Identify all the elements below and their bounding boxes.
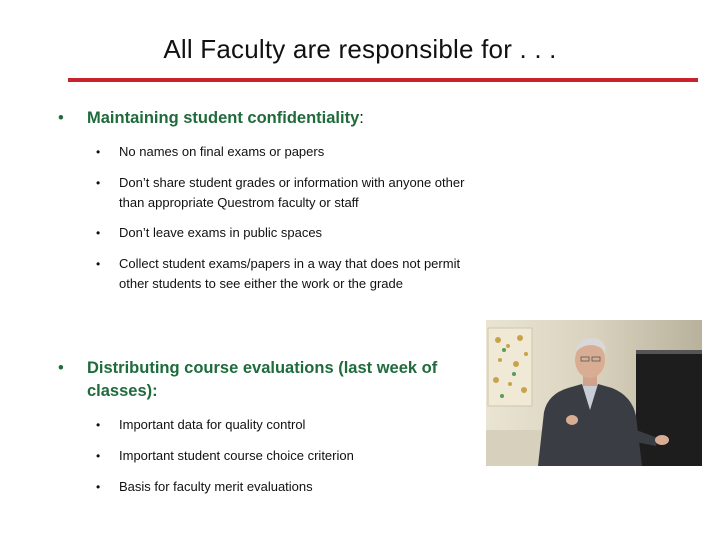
bullet: •	[96, 257, 101, 271]
list-item-text: Don’t leave exams in public spaces	[119, 225, 323, 240]
list-item-text: Important data for quality control	[119, 417, 306, 432]
list-item-text: Don’t share student grades or information with anyone other than appropriate Questrom faculty or staff	[119, 175, 465, 210]
bullet: •	[96, 176, 101, 190]
list-item-text: Basis for faculty merit evaluations	[119, 479, 313, 494]
bullet: •	[96, 480, 101, 494]
list-item-text: No names on final exams or papers	[119, 144, 325, 159]
presenter-photo-illustration	[486, 320, 702, 466]
bullet: •	[58, 109, 64, 127]
bullet: •	[96, 449, 101, 463]
slide-title: All Faculty are responsible for . . .	[163, 34, 557, 64]
bullet: •	[58, 359, 64, 377]
presenter-photo	[486, 320, 702, 466]
heading-text: Distributing course evaluations (last week of classes):	[87, 359, 438, 400]
bullet: •	[96, 418, 101, 432]
title-underline	[68, 78, 698, 82]
bullet: •	[96, 145, 101, 159]
heading-text: Maintaining student confidentiality	[87, 109, 360, 127]
list-item-text: Important student course choice criterion	[119, 448, 354, 463]
list-item-text: Collect student exams/papers in a way that does not permit other students to see either the work or the grade	[119, 256, 461, 291]
heading-colon: :	[359, 109, 364, 127]
bullet: •	[96, 226, 101, 240]
